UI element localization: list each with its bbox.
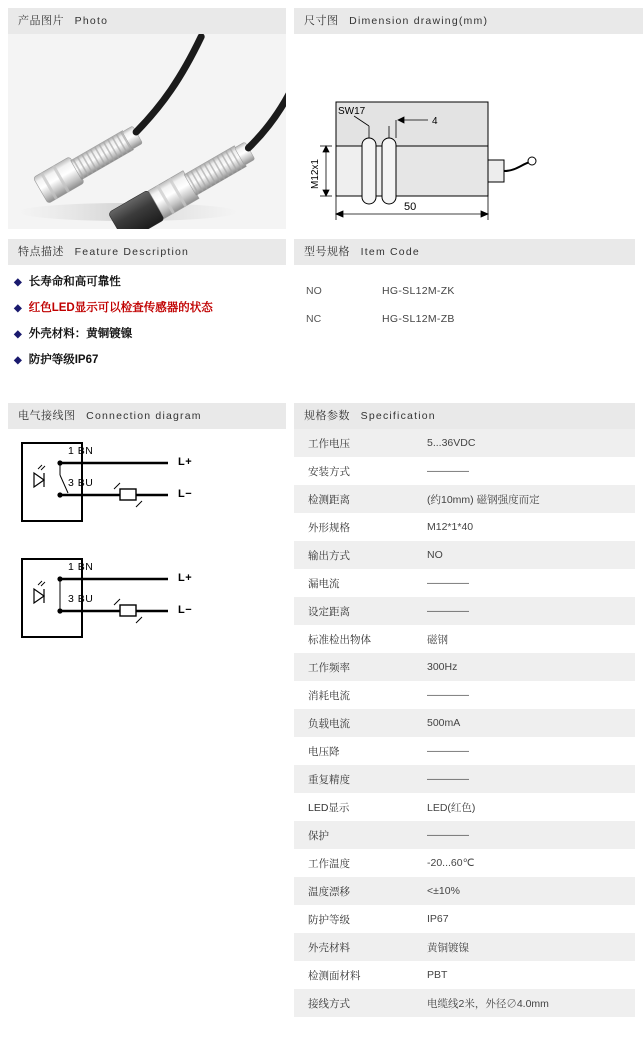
spec-value: ———— <box>427 829 469 841</box>
connection-wire2-label: 3 BU <box>68 593 94 605</box>
feature-section-header <box>8 239 286 265</box>
spec-value: 黄铜镀镍 <box>427 941 469 954</box>
spec-key: 标准检出物体 <box>308 633 371 646</box>
spec-value: ———— <box>427 689 469 701</box>
specification-section <box>294 403 635 1049</box>
diamond-icon: ◆ <box>14 355 22 366</box>
spec-value: ———— <box>427 605 469 617</box>
table-row <box>294 597 635 625</box>
spec-value: LED(红色) <box>427 801 476 814</box>
feature-header-en: Feature Description <box>74 246 190 258</box>
dimension-sw-label: SW17 <box>338 106 366 117</box>
table-row <box>294 905 635 933</box>
spec-key: LED显示 <box>308 801 350 814</box>
connection-section <box>8 403 286 1049</box>
spec-value: PBT <box>427 969 448 981</box>
dimension-section <box>294 8 643 229</box>
itemcode-list <box>294 265 635 393</box>
feature-list <box>8 265 286 393</box>
table-row <box>294 485 635 513</box>
connection-diagram <box>8 545 286 655</box>
table-row <box>294 989 635 1017</box>
itemcode-row <box>294 277 635 305</box>
connection-wire1-label: 1 BN <box>68 561 94 573</box>
diamond-icon: ◆ <box>14 329 22 340</box>
dimension-header-en: Dimension drawing(mm) <box>349 15 489 27</box>
dimension-length-label: 50 <box>404 201 417 213</box>
row-photo-dimension <box>8 8 635 229</box>
spec-key: 外壳材料 <box>308 941 350 954</box>
spec-key: 设定距离 <box>308 605 350 618</box>
spec-key: 重复精度 <box>308 773 350 786</box>
connection-out1-label: L+ <box>178 456 193 468</box>
connection-wire1-label: 1 BN <box>68 445 94 457</box>
spec-key: 温度漂移 <box>308 885 350 898</box>
connection-out2-label: L− <box>178 604 193 616</box>
spec-value: 300Hz <box>427 661 458 673</box>
connection-header-cn: 电气接线图 <box>18 410 76 422</box>
spec-key: 电压降 <box>308 745 340 758</box>
dimension-drawing-illustration <box>294 34 643 229</box>
dimension-width-label: 4 <box>432 116 438 127</box>
table-row <box>294 429 635 457</box>
specification-section-header <box>294 403 635 429</box>
feature-item-label: 外壳材料：黄铜镀镍 <box>28 328 133 340</box>
dimension-drawing <box>294 34 643 229</box>
spec-key: 接线方式 <box>308 997 350 1010</box>
spec-key: 工作温度 <box>308 857 350 870</box>
photo-header-en: Photo <box>74 15 109 27</box>
diamond-icon: ◆ <box>14 277 22 288</box>
itemcode-header-en: Item Code <box>360 246 420 258</box>
row-connection-spec <box>8 403 635 1049</box>
feature-header-cn: 特点描述 <box>18 246 64 258</box>
spec-key: 保护 <box>308 829 329 842</box>
connection-out1-label: L+ <box>178 572 193 584</box>
itemcode-section <box>294 239 635 393</box>
table-row <box>294 765 635 793</box>
dimension-section-header <box>294 8 643 34</box>
spec-key: 工作电压 <box>308 437 350 450</box>
table-row <box>294 793 635 821</box>
spec-key: 输出方式 <box>308 549 350 562</box>
itemcode-value: HG-SL12M-ZK <box>382 285 455 297</box>
dimension-header-cn: 尺寸图 <box>304 15 339 27</box>
table-row <box>294 877 635 905</box>
spec-value: 500mA <box>427 717 461 729</box>
spec-key: 消耗电流 <box>308 689 350 702</box>
row-feature-itemcode <box>8 239 635 393</box>
table-row <box>294 625 635 653</box>
table-row <box>294 653 635 681</box>
feature-item-label: 红色LED显示可以检查传感器的状态 <box>28 302 213 314</box>
itemcode-section-header <box>294 239 635 265</box>
feature-item-label: 长寿命和高可靠性 <box>28 276 121 288</box>
spec-key: 漏电流 <box>308 577 340 590</box>
spec-value: ———— <box>427 773 469 785</box>
spec-key: 外形规格 <box>308 521 350 534</box>
table-row <box>294 821 635 849</box>
table-row <box>294 457 635 485</box>
spec-value: NO <box>427 549 443 561</box>
itemcode-value: HG-SL12M-ZB <box>382 313 455 325</box>
connection-section-header <box>8 403 286 429</box>
table-row <box>294 709 635 737</box>
connection-diagram <box>8 429 286 539</box>
specification-table <box>294 429 635 1017</box>
spec-value: ———— <box>427 745 469 757</box>
connection-header-en: Connection diagram <box>86 410 202 422</box>
table-row <box>294 933 635 961</box>
spec-value: <±10% <box>427 885 460 897</box>
connection-diagram-1-illustration <box>8 429 278 539</box>
spec-key: 防护等级 <box>308 913 350 926</box>
connection-out2-label: L− <box>178 488 193 500</box>
product-photo-illustration <box>8 34 286 229</box>
dimension-thread-label: M12x1 <box>310 158 321 190</box>
connection-diagram-2-illustration <box>8 545 278 655</box>
spec-value: ———— <box>427 465 469 477</box>
itemcode-type: NC <box>306 313 322 325</box>
table-row <box>294 849 635 877</box>
table-row <box>294 681 635 709</box>
diamond-icon: ◆ <box>14 303 22 314</box>
spec-key: 工作频率 <box>308 661 350 674</box>
spec-value: ———— <box>427 577 469 589</box>
table-row <box>294 737 635 765</box>
photo-header-cn: 产品图片 <box>18 15 64 27</box>
spec-value: M12*1*40 <box>427 521 474 533</box>
spec-key: 安装方式 <box>308 465 350 478</box>
table-row <box>294 541 635 569</box>
spec-key: 检测距离 <box>308 493 350 506</box>
table-row <box>294 569 635 597</box>
spec-value: IP67 <box>427 913 449 925</box>
feature-section <box>8 239 286 393</box>
feature-item <box>14 353 280 368</box>
feature-item <box>14 275 280 290</box>
itemcode-row <box>294 305 635 333</box>
table-row <box>294 513 635 541</box>
photo-section-header <box>8 8 286 34</box>
specification-header-en: Specification <box>360 410 436 422</box>
product-photo <box>8 34 286 229</box>
feature-item <box>14 301 280 316</box>
spec-value: -20...60℃ <box>427 857 475 869</box>
itemcode-type: NO <box>306 285 322 297</box>
spec-key: 检测面材料 <box>308 969 361 982</box>
feature-item <box>14 327 280 342</box>
spec-key: 负载电流 <box>308 717 350 730</box>
specification-header-cn: 规格参数 <box>304 410 350 422</box>
table-row <box>294 961 635 989</box>
connection-diagrams <box>8 429 286 1049</box>
spec-value: 电缆线2米，外径∅4.0mm <box>427 997 549 1010</box>
connection-wire2-label: 3 BU <box>68 477 94 489</box>
spec-value: 磁钢 <box>427 633 448 646</box>
feature-item-label: 防护等级IP67 <box>28 354 99 366</box>
itemcode-header-cn: 型号规格 <box>304 246 350 258</box>
photo-section <box>8 8 286 229</box>
spec-value: 5...36VDC <box>427 437 476 449</box>
spec-value: (约10mm) 磁钢强度而定 <box>427 493 540 506</box>
